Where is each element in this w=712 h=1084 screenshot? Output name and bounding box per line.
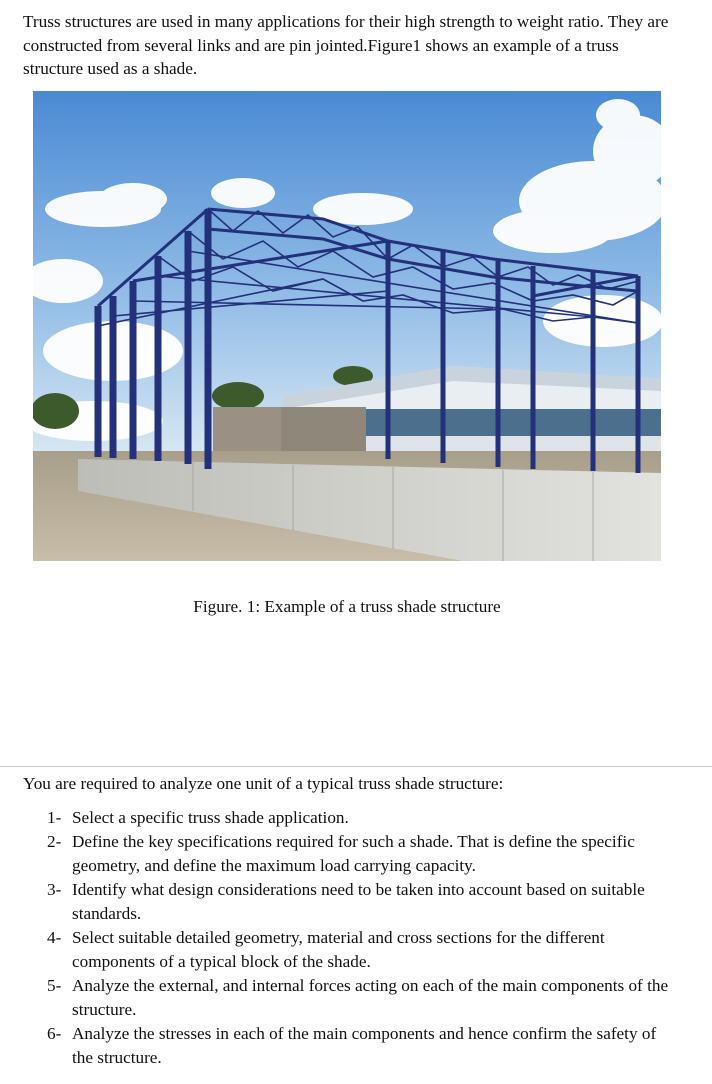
task-item <box>47 878 677 926</box>
task-list <box>47 806 677 1070</box>
task-text: Analyze the external, and internal forces acting on each of the main components of the structure. <box>72 976 669 1019</box>
section-divider <box>0 766 712 767</box>
task-text: Identify what design considerations need to be taken into account based on suitable standards. <box>72 880 645 923</box>
task-number: 3- <box>47 880 62 899</box>
task-text: Select a specific truss shade application. <box>72 808 349 827</box>
figure-caption: Figure. 1: Example of a truss shade structure <box>193 597 501 616</box>
task-item <box>47 1022 677 1070</box>
intro-paragraph: Truss structures are used in many applications for their high strength to weight ratio. They are constructed from several links and are pin jointed.Figure1 shows an example of a truss structure used as a shade. <box>23 12 669 78</box>
task-number: 2- <box>47 832 62 851</box>
task-item <box>47 974 677 1022</box>
task-number: 5- <box>47 976 62 995</box>
task-item <box>47 806 677 830</box>
task-intro: You are required to analyze one unit of a typical truss shade structure: <box>23 774 504 793</box>
task-text: Analyze the stresses in each of the main components and hence confirm the safety of the structure. <box>72 1024 657 1067</box>
task-number: 1- <box>47 808 62 827</box>
task-number: 4- <box>47 928 62 947</box>
task-text: Define the key specifications required for such a shade. That is define the specific geometry, and define the maximum load carrying capacity. <box>72 832 635 875</box>
task-number: 6- <box>47 1024 62 1043</box>
task-text: Select suitable detailed geometry, material and cross sections for the different components of a typical block of the shade. <box>72 928 605 971</box>
task-item <box>47 926 677 974</box>
task-item <box>47 830 677 878</box>
truss-structure-photo <box>33 91 661 561</box>
